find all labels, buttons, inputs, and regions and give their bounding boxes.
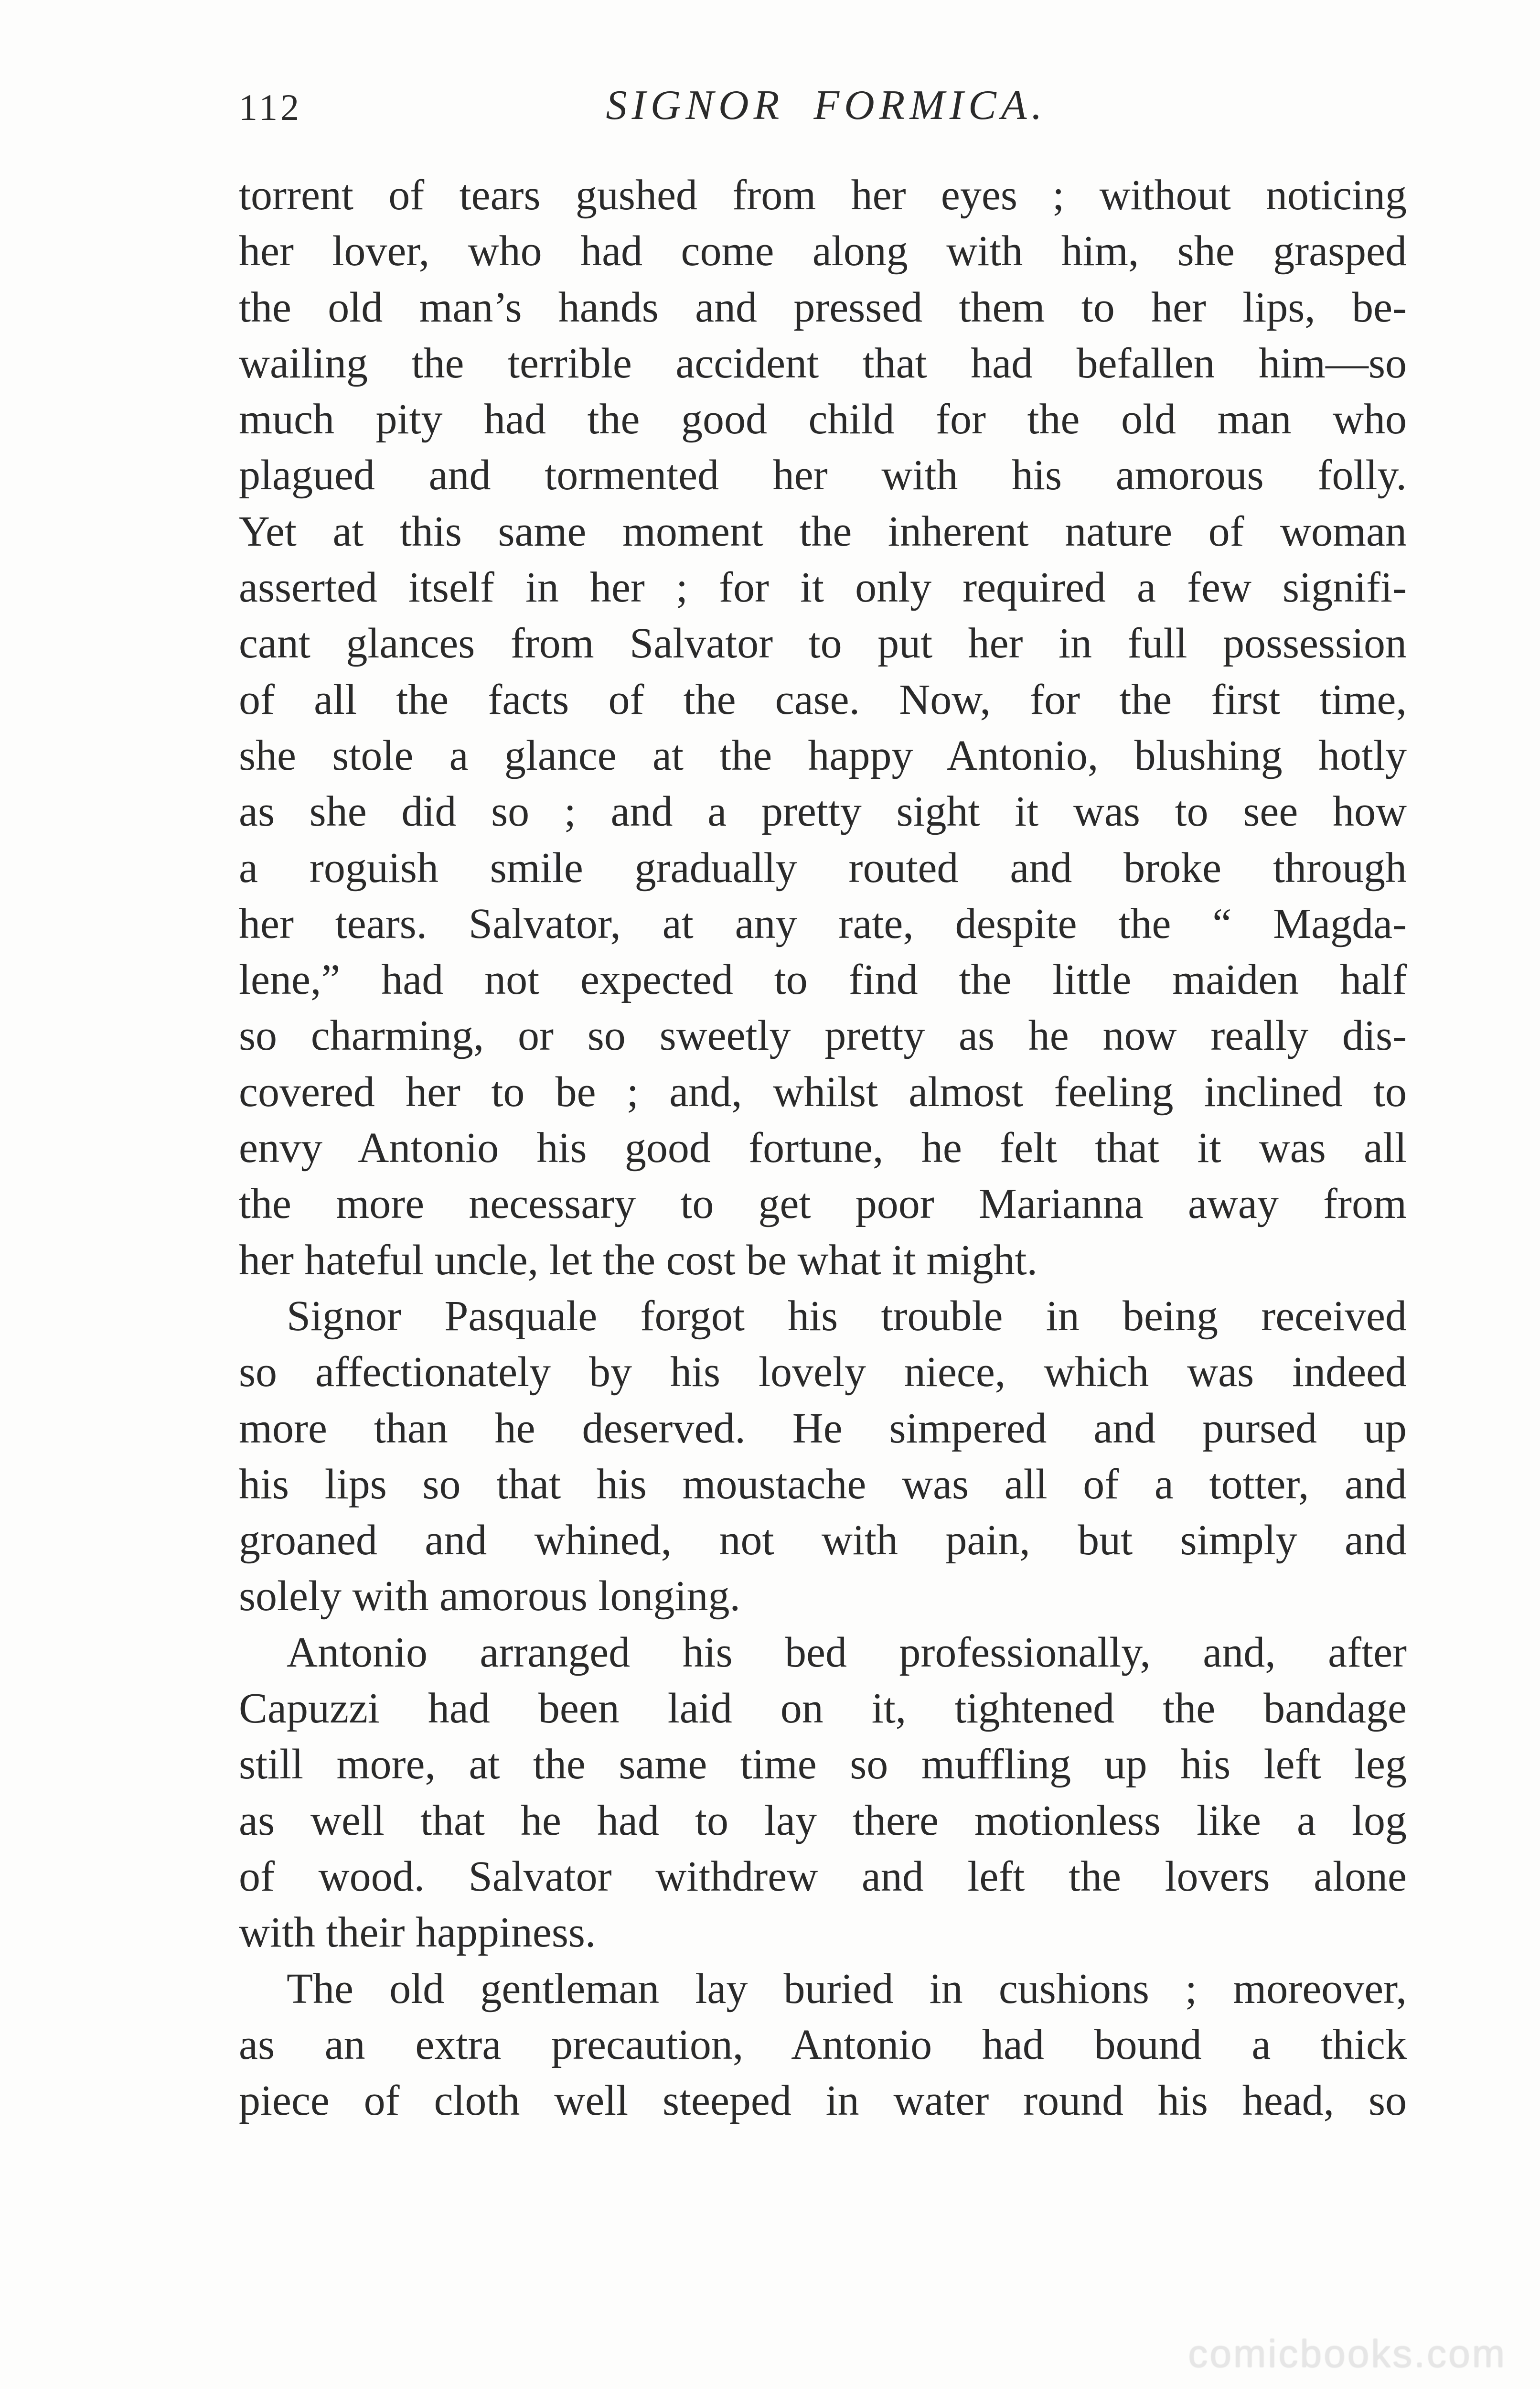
paragraph — [239, 1288, 1407, 1625]
text-line: The old gentleman lay buried in cushions ; moreover, — [287, 1965, 1407, 2012]
text-line: a roguish smile gradually routed and broke through — [239, 844, 1407, 892]
text-line: Yet at this same moment the inherent nature of woman — [239, 507, 1407, 555]
text-line: covered her to be ; and, whilst almost feeling inclined to — [239, 1068, 1407, 1116]
text-line: of all the facts of the case. Now, for the first time, — [239, 676, 1407, 723]
text-line: solely with amorous longing. — [239, 1572, 740, 1620]
text-line: more than he deserved. He simpered and pursed up — [239, 1404, 1407, 1452]
text-line: her tears. Salvator, at any rate, despite the “ Magda- — [239, 900, 1407, 947]
text-line: still more, at the same time so muffling up his left leg — [239, 1741, 1407, 1788]
text-line: so affectionately by his lovely niece, which was indeed — [239, 1348, 1407, 1396]
text-line: plagued and tormented her with his amorous folly. — [239, 452, 1407, 499]
text-line: Antonio arranged his bed professionally, and, after — [287, 1628, 1407, 1676]
page-number: 112 — [239, 86, 302, 128]
text-line: his lips so that his moustache was all of a totter, and — [239, 1460, 1407, 1508]
text-line: with their happiness. — [239, 1909, 596, 1957]
text-line: much pity had the good child for the old man who — [239, 396, 1407, 443]
text-line: piece of cloth well steeped in water round his head, so — [239, 2077, 1407, 2125]
text-line: cant glances from Salvator to put her in full possession — [239, 620, 1407, 667]
text-line: her hateful uncle, let the cost be what it might. — [239, 1236, 1037, 1284]
text-line: envy Antonio his good fortune, he felt that it was all — [239, 1124, 1407, 1172]
text-line: wailing the terrible accident that had befallen him—so — [239, 339, 1407, 387]
text-line: torrent of tears gushed from her eyes ; without noticing — [239, 172, 1407, 219]
text-line: the old man’s hands and pressed them to her lips, be- — [239, 283, 1407, 331]
text-line: of wood. Salvator withdrew and left the lovers alone — [239, 1852, 1407, 1900]
text-line: the more necessary to get poor Marianna away from — [239, 1180, 1407, 1228]
running-head — [239, 72, 1414, 139]
text-line: as well that he had to lay there motionless like a log — [239, 1797, 1407, 1844]
text-line: Signor Pasquale forgot his trouble in being received — [287, 1292, 1407, 1340]
text-line: her lover, who had come along with him, she grasped — [239, 227, 1407, 275]
text-line: lene,” had not expected to find the little maiden half — [239, 956, 1407, 1004]
paragraph — [239, 1961, 1407, 2129]
paragraph — [239, 1625, 1407, 1961]
text-line: asserted itself in her ; for it only required a few signifi- — [239, 564, 1407, 612]
text-line: as she did so ; and a pretty sight it was to see how — [239, 788, 1407, 836]
running-title: SIGNOR FORMICA. — [606, 82, 1047, 129]
text-line: so charming, or so sweetly pretty as he now really dis- — [239, 1012, 1407, 1060]
paragraph — [239, 167, 1407, 1288]
watermark: comicbooks.com — [1188, 2332, 1507, 2376]
body-text — [239, 167, 1407, 2129]
text-line: she stole a glance at the happy Antonio, blushing hotly — [239, 732, 1407, 779]
text-line: as an extra precaution, Antonio had bound a thick — [239, 2021, 1407, 2068]
text-line: groaned and whined, not with pain, but simply and — [239, 1517, 1407, 1564]
text-line: Capuzzi had been laid on it, tightened the bandage — [239, 1685, 1407, 1733]
